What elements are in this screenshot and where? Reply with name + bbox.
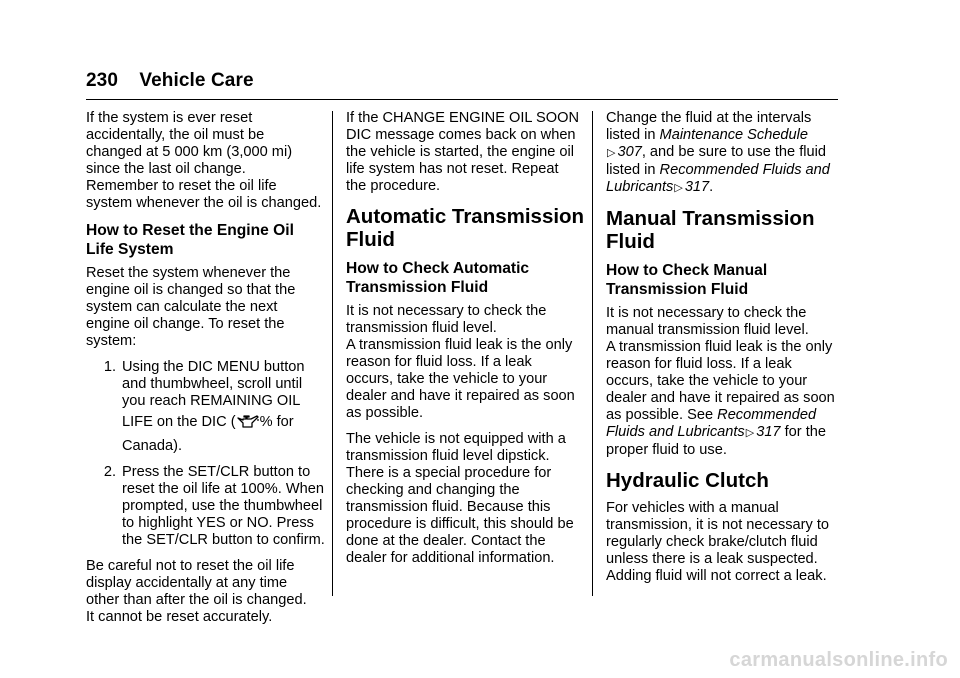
change-fluid-text: Change the fluid at the intervals listed in Maintenance Schedule ▷ 307, and be sure to use the fluid listed in Recommended Fluids and Lubricants▷ 317. bbox=[606, 110, 830, 195]
heading-check-automatic: How to Check Automatic Transmission Fluid bbox=[346, 260, 530, 296]
dipstick-text: The vehicle is not equipped with a transmission fluid level dipstick. There is a special procedure for checking and changing the transmission fluid. Because this procedure is difficult, this should be done at the dealer. Contact the dealer for additional information. bbox=[346, 431, 574, 566]
oil-reset-note: If the system is ever reset accidentally, the oil must be changed at 5 000 km (3,000 mi) since the last oil change. Remember to reset the oil life system whenever the oil is changed. bbox=[86, 110, 322, 211]
manual-check-text: It is not necessary to check the manual transmission fluid level. A transmission fluid leak is the only reason for fluid loss. If a leak occurs, take the vehicle to your dealer and have it repaired as soon as possible. See Recommended Fluids and Lubricants▷ 317 for the proper fluid to use. bbox=[606, 305, 835, 458]
page-ref-317[interactable]: 317 bbox=[756, 424, 781, 440]
change-oil-soon-note: If the CHANGE ENGINE OIL SOON DIC message comes back on when the vehicle is started, the engine oil life system has not reset. Repeat the procedure. bbox=[346, 110, 580, 194]
page-header bbox=[86, 70, 254, 92]
list-item bbox=[86, 359, 326, 455]
column-1 bbox=[86, 110, 326, 635]
heading-reset-oil-life: How to Reset the Engine Oil Life System bbox=[86, 222, 294, 258]
recommended-fluids-link[interactable]: Recommended Fluids and Lubricants bbox=[606, 407, 817, 440]
step-number: 1. bbox=[103, 359, 116, 375]
page-ref-317[interactable]: 317 bbox=[684, 179, 710, 195]
watermark: carmanualsonline.info bbox=[729, 649, 948, 671]
step-text: Press the SET/CLR button to reset the oil life at 100%. When prompted, use the thumbwheel to highlight YES or NO. Press the SET/CLR button to confirm. bbox=[122, 464, 325, 548]
oil-can-icon bbox=[237, 415, 259, 434]
heading-check-manual: How to Check Manual Transmission Fluid bbox=[606, 262, 768, 298]
column-divider bbox=[332, 111, 333, 596]
heading-hydraulic-clutch: Hydraulic Clutch bbox=[606, 469, 769, 492]
reset-steps bbox=[86, 359, 326, 549]
step-number: 2. bbox=[103, 464, 116, 480]
page-ref-307[interactable]: 307 bbox=[617, 144, 642, 160]
step-text: Using the DIC MENU button and thumbwheel, scroll until you reach REMAINING OIL LIFE on the DIC ( % for Canada). bbox=[122, 359, 305, 454]
column-divider bbox=[592, 111, 593, 596]
column-2 bbox=[346, 110, 588, 576]
heading-manual-transmission-fluid: Manual Transmission Fluid bbox=[606, 207, 815, 253]
column-3 bbox=[606, 110, 838, 594]
list-item bbox=[86, 464, 326, 549]
heading-automatic-transmission-fluid: Automatic Transmission Fluid bbox=[346, 205, 585, 251]
maintenance-schedule-link[interactable]: Maintenance Schedule bbox=[659, 127, 809, 143]
section-title: Vehicle Care bbox=[139, 70, 254, 91]
recommended-fluids-link[interactable]: Recommended Fluids and Lubricants bbox=[606, 162, 830, 195]
page-reference-arrow-icon: ▷ bbox=[607, 147, 616, 159]
caution-note: Be careful not to reset the oil life display accidentally at any time other than after the oil is changed. It cannot be reset accurately. bbox=[86, 558, 307, 625]
page-reference-arrow-icon: ▷ bbox=[745, 427, 755, 439]
auto-check-text: It is not necessary to check the transmission fluid level. A transmission fluid leak is the only reason for fluid loss. If a leak occurs, take the vehicle to your dealer and have it repaired as soon as possible. bbox=[346, 303, 575, 421]
page-number: 230 bbox=[86, 70, 119, 91]
header-rule bbox=[86, 99, 838, 100]
page-reference-arrow-icon: ▷ bbox=[674, 182, 683, 194]
reset-intro: Reset the system whenever the engine oil is changed so that the system can calculate the next engine oil change. To reset the system: bbox=[86, 265, 296, 349]
clutch-text: For vehicles with a manual transmission, it is not necessary to regularly check brake/clutch fluid unless there is a leak suspected. Adding fluid will not correct a leak. bbox=[606, 500, 830, 584]
